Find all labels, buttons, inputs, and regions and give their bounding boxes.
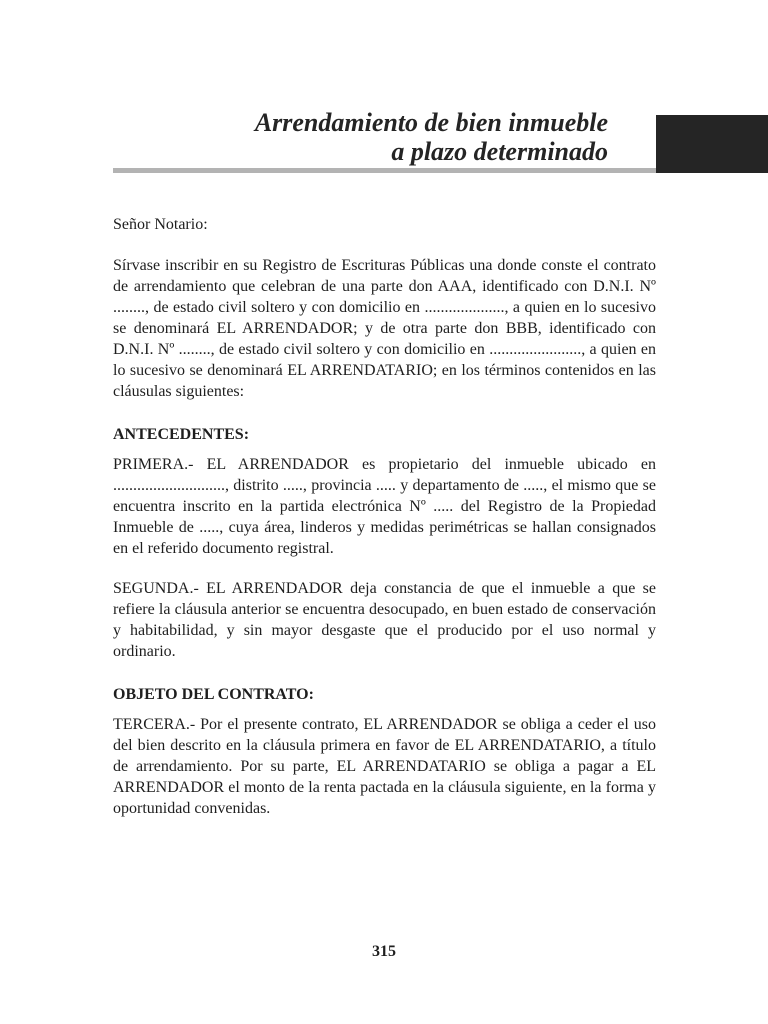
page-number: 315 (372, 943, 396, 960)
section-heading-antecedentes: ANTECEDENTES: (113, 426, 250, 443)
salutation: Señor Notario: (113, 216, 208, 233)
title-line-2: a plazo determinado (391, 137, 608, 166)
clause-primera: PRIMERA.- EL ARRENDADOR es propietario del inmueble ubicado en ............................, distrito ....., provincia ..... y departamento de ....., el mismo que se encuentra inscrito en la partida electrónica Nº ..... del Registro de la Propiedad Inmueble de ....., cuya área, linderos y medidas perimétricas se hallan consignados en el referido documento registral. (113, 456, 656, 557)
section-heading-objeto: OBJETO DEL CONTRATO: (113, 686, 314, 703)
chapter-tab (656, 115, 768, 173)
title-underline (113, 168, 656, 173)
intro-paragraph: Sírvase inscribir en su Registro de Escrituras Públicas una donde conste el contrato de arrendamiento que celebran de una parte don AAA, identificado con D.N.I. Nº ........, de estado civil soltero y con domicilio en ...................., a quien en lo sucesivo se denominará EL ARRENDADOR; y de otra parte don BBB, identificado con D.N.I. Nº ........, de estado civil soltero y con domicilio en ......................., a quien en lo sucesivo se denominará EL ARRENDATARIO; en los términos contenidos en las cláusulas siguientes: (113, 257, 656, 400)
clause-segunda: SEGUNDA.- EL ARRENDADOR deja constancia de que el inmueble a que se refiere la cláusula anterior se encuentra desocupado, en buen estado de conservación y habitabilidad, y sin mayor desgaste que el producido por el uso normal y ordinario. (113, 580, 656, 660)
title-line-1: Arrendamiento de bien inmueble (254, 108, 608, 137)
document-body (113, 214, 656, 841)
page-title (255, 108, 608, 166)
clause-tercera: TERCERA.- Por el presente contrato, EL ARRENDADOR se obliga a ceder el uso del bien descrito en la cláusula primera en favor de EL ARRENDATARIO, a título de arrendamiento. Por su parte, EL ARRENDATARIO se obliga a pagar a EL ARRENDADOR el monto de la renta pactada en la cláusula siguiente, en la forma y oportunidad convenidas. (113, 716, 656, 817)
